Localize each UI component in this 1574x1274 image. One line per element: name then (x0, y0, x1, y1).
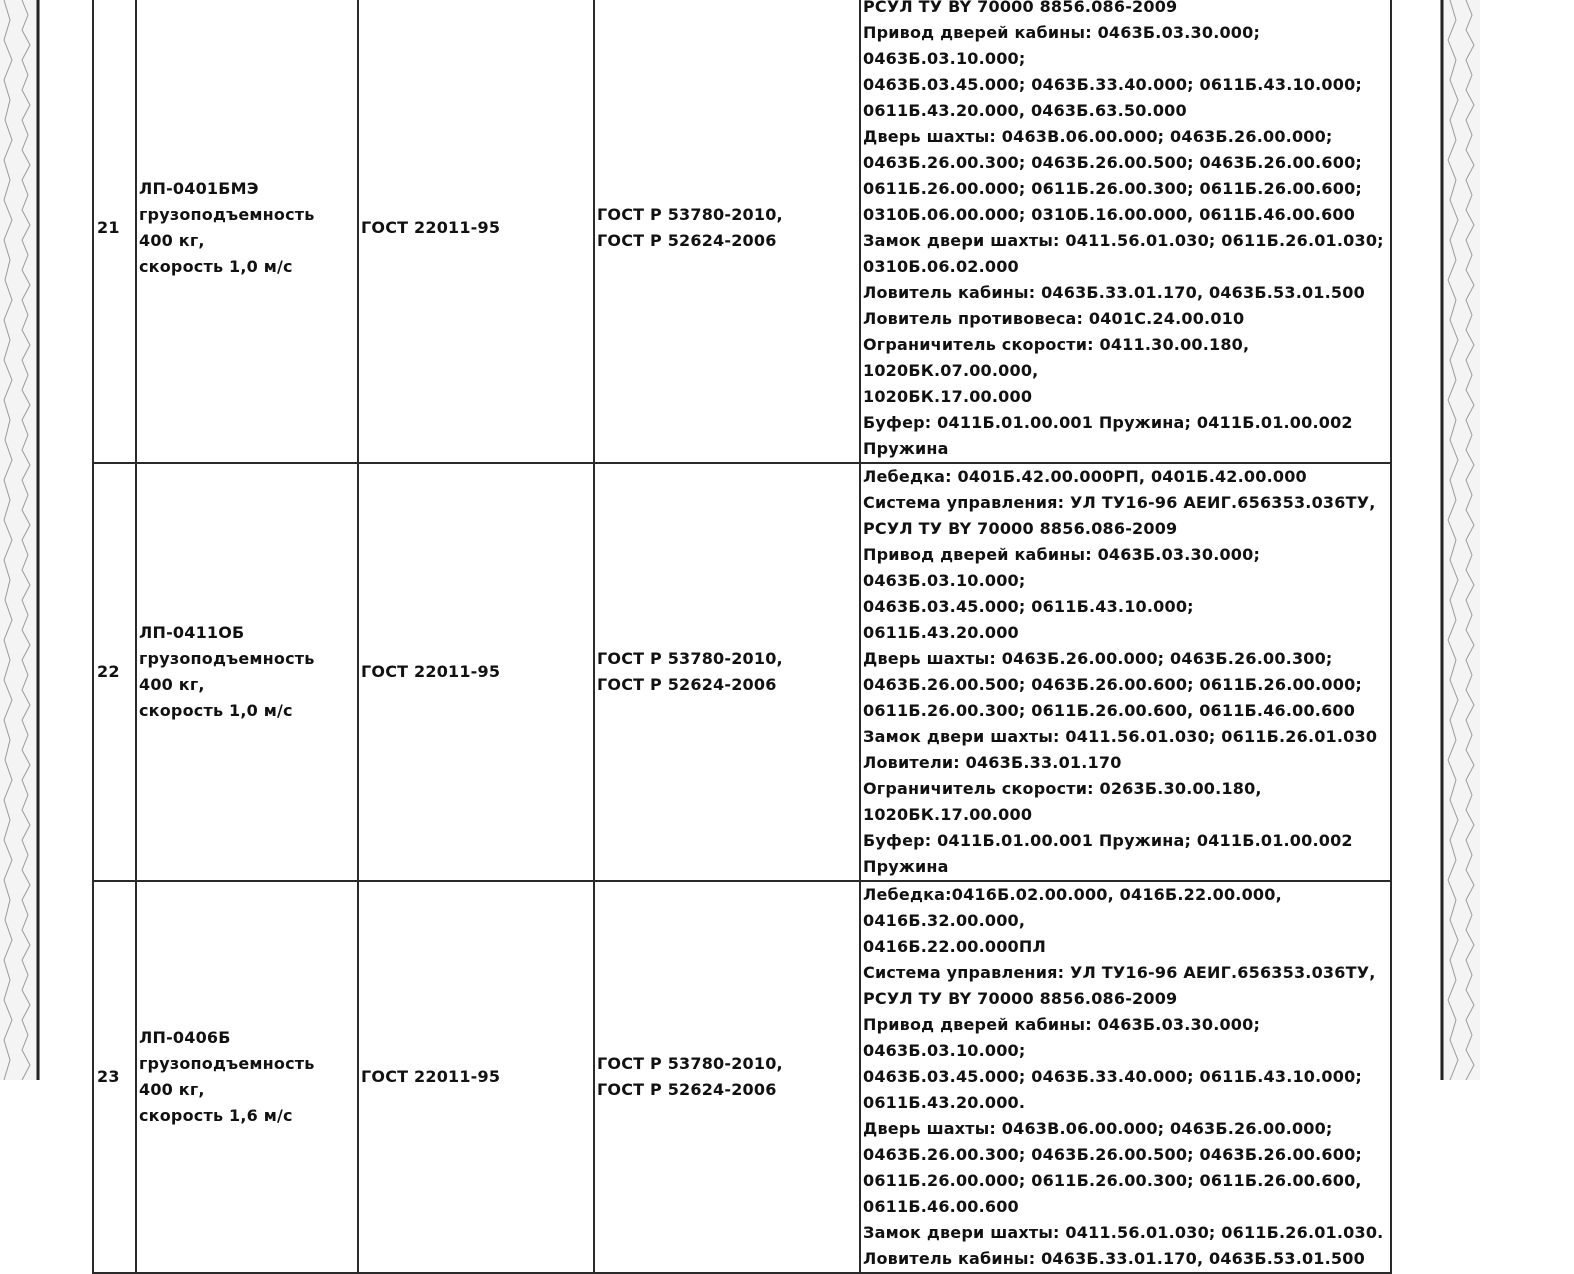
standard-cell: ГОСТ 22011-95 (358, 463, 594, 881)
component-line: 0611Б.26.00.300; 0611Б.26.00.600, 0611Б.46.00.600 (863, 701, 1356, 720)
model-name: ЛП-0401БМЭ (139, 179, 259, 198)
standard-cell: ГОСТ 22011-95 (358, 881, 594, 1273)
standard-cell: ГОСТ 22011-95 (358, 0, 594, 463)
component-line: Замок двери шахты: 0411.56.01.030; 0611Б.26.01.030. (863, 1223, 1384, 1242)
component-line: 0611Б.43.20.000 (863, 623, 1019, 642)
component-line: 0310Б.06.02.000 (863, 257, 1019, 276)
component-line: Замок двери шахты: 0411.56.01.030; 0611Б.26.01.030; (863, 231, 1384, 250)
model-capacity-label: грузоподъемность (139, 205, 315, 224)
component-line: 0416Б.22.00.000ПЛ (863, 937, 1046, 956)
lift-model-cell (136, 0, 358, 463)
norms-cell (594, 0, 860, 463)
norm-line: ГОСТ Р 53780-2010, (597, 649, 783, 668)
model-capacity-value: 400 кг, (139, 231, 205, 250)
left-ornament-border (0, 0, 40, 1080)
component-line: Ограничитель скорости: 0411.30.00.180, 1020БК.07.00.000, (863, 335, 1256, 380)
component-line: 0463Б.03.45.000; 0463Б.33.40.000; 0611Б.43.10.000; (863, 1067, 1363, 1086)
model-speed: скорость 1,6 м/с (139, 1106, 293, 1125)
component-line: Ловитель кабины: 0463Б.33.01.170, 0463Б.53.01.500 (863, 283, 1365, 302)
model-name: ЛП-0406Б (139, 1028, 231, 1047)
norm-line: ГОСТ Р 52624-2006 (597, 675, 777, 694)
model-speed: скорость 1,0 м/с (139, 701, 293, 720)
component-line: 0611Б.46.00.600 (863, 1197, 1019, 1216)
component-line: 0463Б.26.00.500; 0463Б.26.00.600; 0611Б.26.00.000; (863, 675, 1363, 694)
model-name: ЛП-0411ОБ (139, 623, 245, 642)
model-capacity-value: 400 кг, (139, 675, 205, 694)
table-row (93, 0, 1391, 463)
table-row (93, 463, 1391, 881)
component-line: Ограничитель скорости: 0263Б.30.00.180, 1020БК.17.00.000 (863, 779, 1268, 824)
component-line: 0611Б.43.20.000, 0463Б.63.50.000 (863, 101, 1187, 120)
component-line: 0611Б.26.00.000; 0611Б.26.00.300; 0611Б.26.00.600, (863, 1171, 1362, 1190)
component-line: Буфер: 0411Б.01.00.001 Пружина; 0411Б.01.00.002 Пружина (863, 831, 1359, 876)
component-line: Буфер: 0411Б.01.00.001 Пружина; 0411Б.01.00.002 Пружина (863, 413, 1359, 458)
component-line: 0310Б.06.00.000; 0310Б.16.00.000, 0611Б.46.00.600 (863, 205, 1356, 224)
component-line: Замок двери шахты: 0411.56.01.030; 0611Б.26.01.030 (863, 727, 1378, 746)
component-line: РСУЛ ТУ BY 70000 8856.086-2009 (863, 519, 1178, 538)
component-line: Ловитель кабины: 0463Б.33.01.170, 0463Б.53.01.500 (863, 1249, 1365, 1268)
component-line: 0463Б.26.00.300; 0463Б.26.00.500; 0463Б.26.00.600; (863, 153, 1363, 172)
component-line: Система управления: УЛ ТУ16-96 АЕИГ.656353.036ТУ, (863, 963, 1376, 982)
component-line: 0463Б.03.45.000; 0463Б.33.40.000; 0611Б.43.10.000; (863, 75, 1363, 94)
component-line: Дверь шахты: 0463В.06.00.000; 0463Б.26.00.000; (863, 127, 1333, 146)
model-capacity-value: 400 кг, (139, 1080, 205, 1099)
norm-line: ГОСТ Р 53780-2010, (597, 205, 783, 224)
component-line: 0611Б.43.20.000. (863, 1093, 1026, 1112)
right-ornament-border (1440, 0, 1480, 1080)
norms-cell (594, 463, 860, 881)
certificate-equipment-table (92, 0, 1392, 1274)
norm-line: ГОСТ Р 53780-2010, (597, 1054, 783, 1073)
lift-model-cell (136, 881, 358, 1273)
model-speed: скорость 1,0 м/с (139, 257, 293, 276)
norms-cell (594, 881, 860, 1273)
component-line: Лебедка:0416Б.02.00.000, 0416Б.22.00.000, 0416Б.32.00.000, (863, 885, 1288, 930)
component-line: 0463Б.03.45.000; 0611Б.43.10.000; (863, 597, 1194, 616)
component-line: Дверь шахты: 0463В.06.00.000; 0463Б.26.00.000; (863, 1119, 1333, 1138)
norm-line: ГОСТ Р 52624-2006 (597, 1080, 777, 1099)
component-line: Привод дверей кабины: 0463Б.03.30.000; 0463Б.03.10.000; (863, 23, 1266, 68)
component-line: Лебедка: 0401Б.42.00.000РП, 0401Б.42.00.000 (863, 467, 1307, 486)
component-line: Система управления: УЛ ТУ16-96 АЕИГ.656353.036ТУ, (863, 493, 1376, 512)
component-line: Ловитель противовеса: 0401С.24.00.010 (863, 309, 1245, 328)
model-capacity-label: грузоподъемность (139, 1054, 315, 1073)
row-number: 22 (93, 463, 136, 881)
component-line: Дверь шахты: 0463Б.26.00.000; 0463Б.26.00.300; (863, 649, 1333, 668)
model-capacity-label: грузоподъемность (139, 649, 315, 668)
component-line: РСУЛ ТУ BY 70000 8856.086-2009 (863, 989, 1178, 1008)
component-line: Ловители: 0463Б.33.01.170 (863, 753, 1122, 772)
component-line: 0463Б.26.00.300; 0463Б.26.00.500; 0463Б.26.00.600; (863, 1145, 1363, 1164)
row-number: 23 (93, 881, 136, 1273)
component-line: Привод дверей кабины: 0463Б.03.30.000; 0463Б.03.10.000; (863, 545, 1266, 590)
component-line: 0611Б.26.00.000; 0611Б.26.00.300; 0611Б.26.00.600; (863, 179, 1363, 198)
components-cell (860, 0, 1391, 463)
component-line: Привод дверей кабины: 0463Б.03.30.000; 0463Б.03.10.000; (863, 1015, 1266, 1060)
row-number: 21 (93, 0, 136, 463)
component-line: РСУЛ ТУ BY 70000 8856.086-2009 (863, 0, 1178, 16)
component-line: 1020БК.17.00.000 (863, 387, 1033, 406)
components-cell (860, 463, 1391, 881)
table-row (93, 881, 1391, 1273)
components-cell (860, 881, 1391, 1273)
lift-model-cell (136, 463, 358, 881)
norm-line: ГОСТ Р 52624-2006 (597, 231, 777, 250)
